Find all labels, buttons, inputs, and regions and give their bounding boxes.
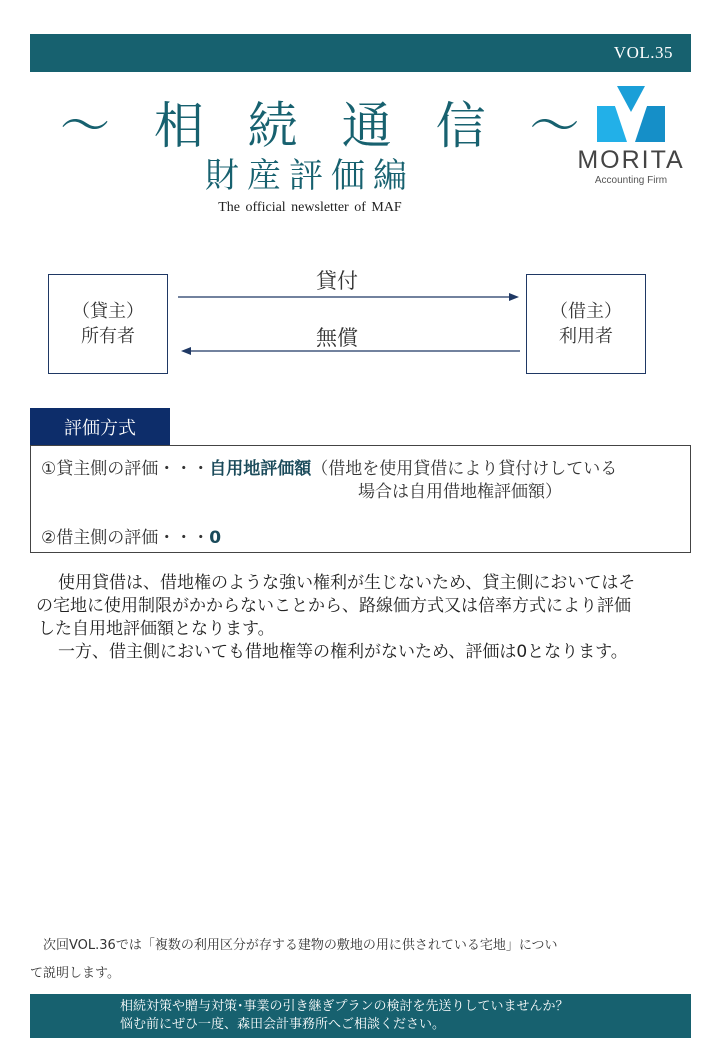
lender-eval-note-cont: 場合は自用借地権評価額） xyxy=(358,482,562,502)
next-issue-line: 次回VOL.36では「複数の利用区分が存する建物の敷地の用に供されている宅地」につい xyxy=(30,938,558,953)
explanation-line: の宅地に使用制限がかからないことから、路線価方式又は倍率方式により評価 xyxy=(36,596,631,616)
next-issue-note xyxy=(30,932,680,988)
next-issue-line: て説明します。 xyxy=(30,966,120,981)
flow-arrows xyxy=(170,280,530,370)
borrower-eval-value: 0 xyxy=(209,528,222,548)
newsletter-tagline: The official newsletter of MAF xyxy=(218,200,402,215)
lender-eval-prefix: ①貸主側の評価・・・ xyxy=(41,459,210,479)
lender-label: 所有者 xyxy=(81,326,135,347)
borrower-eval-prefix: ②借主側の評価・・・ xyxy=(41,528,210,548)
logo-subtitle: Accounting Firm xyxy=(594,175,668,186)
explanation-line: した自用地評価額となります。 xyxy=(38,619,275,639)
left-arrow-icon xyxy=(181,347,520,355)
lender-eval-note: （借地を使用貸借により貸付けしている xyxy=(311,459,618,479)
borrower-box xyxy=(526,274,646,374)
footer-bar xyxy=(30,994,691,1038)
borrower-role: （借主） xyxy=(550,301,622,322)
lender-evaluation xyxy=(41,454,617,479)
borrower-label: 利用者 xyxy=(559,326,613,347)
morita-logo xyxy=(575,84,695,194)
header-bar xyxy=(30,34,691,72)
right-arrow-icon xyxy=(178,293,519,301)
lender-box xyxy=(48,274,168,374)
borrower-evaluation xyxy=(41,523,221,548)
lender-eval-value: 自用地評価額 xyxy=(209,459,312,479)
footer-line: 相続対策や贈与対策･事業の引き継ぎプランの検討を先送りしていませんか？ xyxy=(120,999,569,1014)
method-tab: 評価方式 xyxy=(30,408,170,445)
explanation-line: 使用貸借は、借地権のような強い権利が生じないため、貸主側においてはそ xyxy=(58,573,636,593)
explanation-line: 一方、借主側においても借地権等の権利がないため、評価は0となります。 xyxy=(58,642,628,662)
logo-mark-icon xyxy=(575,84,687,146)
lender-role: （貸主） xyxy=(72,301,144,322)
loan-arrow-label: 貸付 xyxy=(316,269,358,293)
explanation-paragraph xyxy=(38,572,698,664)
free-arrow-label: 無償 xyxy=(316,326,358,350)
method-box xyxy=(30,445,691,553)
logo-name: MORITA xyxy=(577,146,685,174)
volume-label: VOL.35 xyxy=(613,43,673,62)
footer-line: 悩む前にぜひ一度、森田会計事務所へご相談ください。 xyxy=(120,1017,446,1032)
newsletter-title: ～ 相 続 通 信 ～ xyxy=(60,97,594,155)
newsletter-subtitle: 財産評価編 xyxy=(205,156,415,196)
